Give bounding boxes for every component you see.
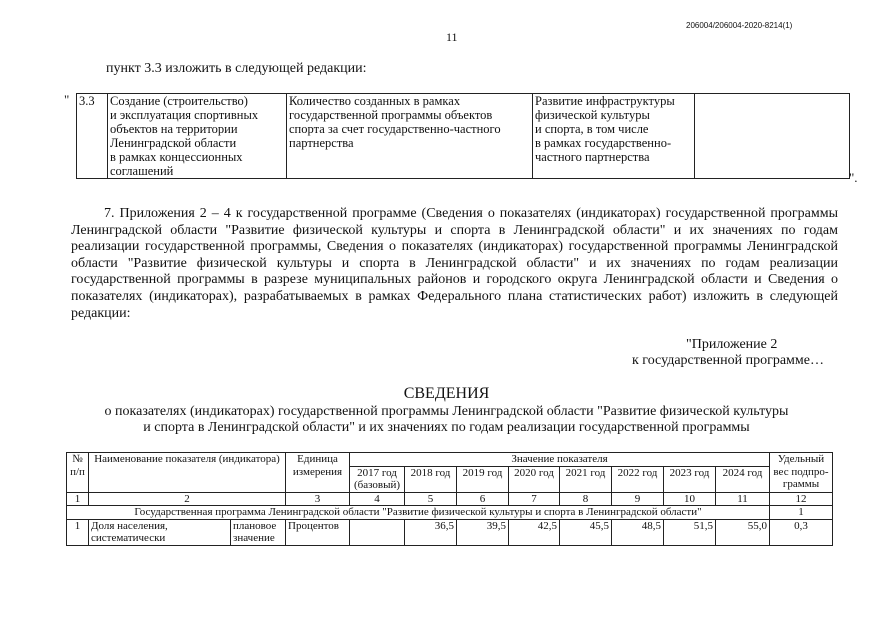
header-num: № п/п (67, 453, 89, 493)
row-value: 45,5 (560, 519, 612, 545)
col-number: 12 (770, 492, 833, 506)
col-number: 3 (286, 492, 350, 506)
row-value: 51,5 (664, 519, 716, 545)
col-number: 1 (67, 492, 89, 506)
year-cell: 2021 год (560, 466, 612, 492)
paragraph-7: 7. Приложения 2 – 4 к государственной программе (Сведения о показателях (индикаторах) государственной программы Ленинградской области "Развитие физической культуры и спорта в Ленинградской области" и их значениях по годам реализации государственной программы, Сведения о показателях (индикаторах) государственной программы Ленинградской области "Развитие физической культуры и спорта в Ленинградской области" и их значениях по годам реализации государственной программы в разрезе муниципальных районов и городского округа Ленинградской области и Сведения о показателях (индикаторах), разрабатываемых в рамках Федерального плана статистических работ) изложить в следующей редакции: (71, 206, 838, 321)
amendment-table (76, 93, 850, 179)
text-line: физической культуры (535, 108, 650, 122)
item-number: 3.3 (77, 94, 108, 179)
text-line: Развитие инфраструктуры (535, 94, 675, 108)
text-line: в рамках концессионных (110, 150, 243, 164)
program-weight: 1 (770, 506, 833, 520)
text-line: спорта за счет государственно-частного (289, 122, 501, 136)
col-number: 6 (457, 492, 509, 506)
item-goal (533, 94, 695, 179)
text-line: государственной программы объектов (289, 108, 493, 122)
year-cell: 2022 год (612, 466, 664, 492)
year-cell: 2020 год (509, 466, 560, 492)
table-row (77, 94, 850, 179)
appendix-label: "Приложение 2 (686, 337, 778, 352)
row-value: 48,5 (612, 519, 664, 545)
row-value: 36,5 (405, 519, 457, 545)
row-name: Доля населения, систематически (89, 519, 231, 545)
text-line: соглашений (110, 164, 174, 178)
text-line: Количество созданных в рамках (289, 94, 461, 108)
text-line: Ленинградской области (110, 136, 237, 150)
subtitle-line-1: о показателях (индикаторах) государственной программы Ленинградской области "Развитие физической культуры (104, 404, 789, 419)
appendix-ref: к государственной программе… (632, 353, 824, 368)
subtitle-line-2: и спорта в Ленинградской области" и их значениях по годам реализации государственной программы (143, 420, 750, 435)
text-line: в рамках государственно- (535, 136, 672, 150)
year-cell: 2024 год (716, 466, 770, 492)
text-line: частного партнерства (535, 150, 650, 164)
row-type: плановое значение (231, 519, 286, 545)
col-number: 2 (89, 492, 286, 506)
col-number: 10 (664, 492, 716, 506)
col-number: 9 (612, 492, 664, 506)
col-number: 8 (560, 492, 612, 506)
header-weight: Удельный вес подпро-граммы (770, 453, 833, 493)
header-row (67, 453, 833, 467)
table-row (67, 519, 833, 545)
program-row (67, 506, 833, 520)
col-number: 5 (405, 492, 457, 506)
item-indicator (287, 94, 533, 179)
page-title: СВЕДЕНИЯ (403, 385, 490, 402)
row-num: 1 (67, 519, 89, 545)
header-values: Значение показателя (350, 453, 770, 467)
indicators-table (66, 452, 833, 546)
text-line: объектов на территории (110, 122, 238, 136)
item-activity (108, 94, 287, 179)
quote-open: " (64, 92, 70, 107)
text-line: Создание (строительство) (110, 94, 248, 108)
row-weight: 0,3 (770, 519, 833, 545)
intro-text: пункт 3.3 изложить в следующей редакции: (106, 61, 367, 76)
row-value (350, 519, 405, 545)
row-unit: Процентов (286, 519, 350, 545)
page-number: 11 (446, 30, 458, 44)
text-line: и спорта, в том числе (535, 122, 649, 136)
col-number: 4 (350, 492, 405, 506)
program-name: Государственная программа Ленинградской области "Развитие физической культуры и спорта в Ленинградской области" (67, 506, 770, 520)
header-unit: Единица измерения (286, 453, 350, 493)
row-value: 55,0 (716, 519, 770, 545)
quote-close: ". (849, 170, 858, 185)
document-code: 206004/206004-2020-8214(1) (686, 21, 793, 30)
col-number: 11 (716, 492, 770, 506)
header-name: Наименование показателя (индикатора) (89, 453, 286, 493)
row-value: 42,5 (509, 519, 560, 545)
item-empty (695, 94, 850, 179)
year-cell: 2019 год (457, 466, 509, 492)
column-numbers-row (67, 492, 833, 506)
year-cell: 2018 год (405, 466, 457, 492)
text-line: партнерства (289, 136, 354, 150)
year-cell: 2023 год (664, 466, 716, 492)
col-number: 7 (509, 492, 560, 506)
row-value: 39,5 (457, 519, 509, 545)
year-cell: 2017 год (базовый) (350, 466, 405, 492)
text-line: и эксплуатация спортивных (110, 108, 259, 122)
